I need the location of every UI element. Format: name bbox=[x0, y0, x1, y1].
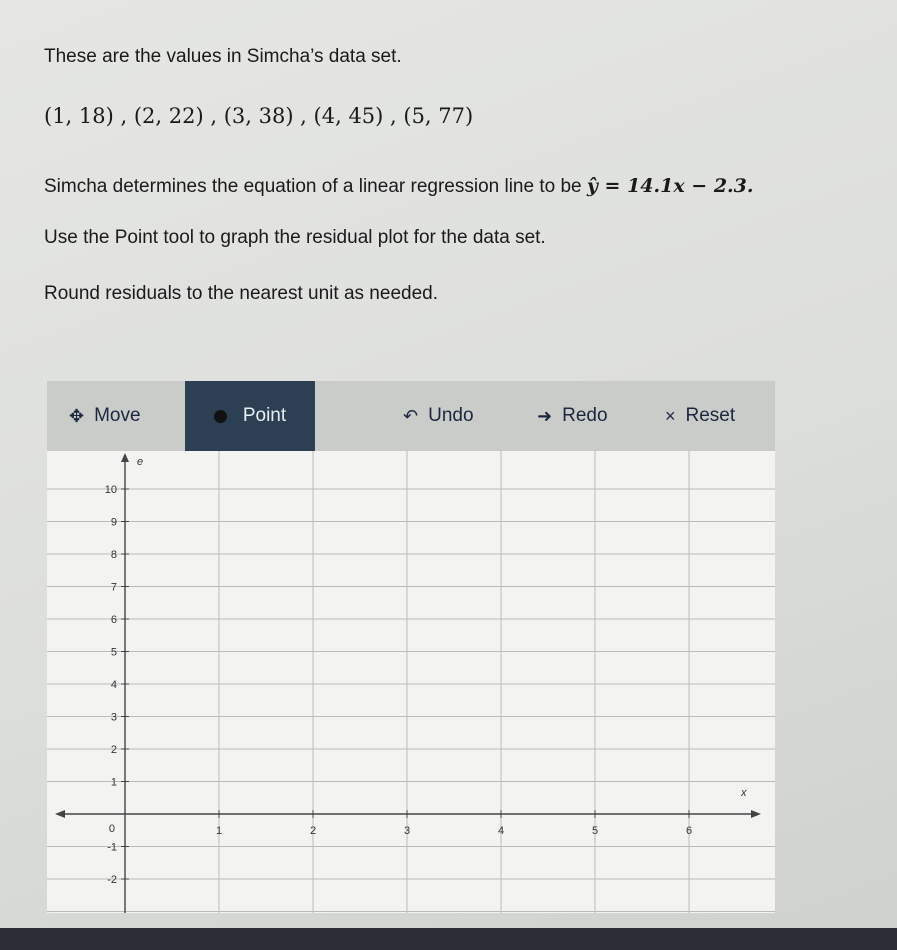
redo-arrow-icon: ➜ bbox=[537, 405, 553, 426]
residual-plot-grid[interactable] bbox=[47, 451, 775, 913]
reset-label: Reset bbox=[685, 405, 736, 426]
x-tick-label-1: 1 bbox=[215, 825, 223, 837]
y-tick-label--1: -1 bbox=[107, 841, 117, 854]
y-axis-label: e bbox=[137, 456, 144, 468]
regression-equation: ŷ = 14.1x − 2.3. bbox=[586, 175, 754, 197]
redo-label: Redo bbox=[562, 405, 608, 426]
point-label: Point bbox=[242, 405, 287, 426]
task-instruction: Use the Point tool to graph the residual plot for the data set. bbox=[44, 227, 546, 248]
graph-toolbar bbox=[47, 381, 775, 451]
point-dot-icon bbox=[214, 410, 227, 423]
redo-button[interactable] bbox=[537, 381, 608, 451]
y-tick-label-10: 10 bbox=[104, 484, 117, 496]
undo-arrow-icon: ↶ bbox=[403, 405, 419, 426]
graphing-tool bbox=[47, 381, 775, 913]
data-points: (1, 18) , (2, 22) , (3, 38) , (4, 45) , (5, 77) bbox=[44, 104, 474, 128]
x-axis-arrow-left bbox=[55, 810, 65, 818]
undo-label: Undo bbox=[428, 405, 474, 426]
y-tick-label-7: 7 bbox=[110, 581, 117, 594]
x-tick-label-2: 2 bbox=[309, 825, 317, 837]
close-icon: × bbox=[665, 405, 676, 426]
taskbar-edge bbox=[0, 928, 897, 950]
point-tool-button[interactable] bbox=[185, 381, 315, 451]
y-tick-label-1: 1 bbox=[110, 776, 117, 789]
x-axis-label: x bbox=[741, 787, 747, 799]
x-tick-label-6: 6 bbox=[685, 825, 693, 837]
x-tick-label-3: 3 bbox=[403, 825, 411, 837]
y-tick-label-3: 3 bbox=[110, 711, 117, 724]
y-tick-label--2: -2 bbox=[107, 874, 117, 886]
move-arrows-icon: ✥ bbox=[69, 405, 85, 426]
y-tick-label-6: 6 bbox=[110, 614, 117, 626]
grid-lines bbox=[47, 451, 775, 913]
x-tick-label-4: 4 bbox=[497, 825, 505, 837]
reset-button[interactable] bbox=[665, 381, 735, 451]
regression-statement bbox=[44, 175, 754, 198]
move-tool-button[interactable] bbox=[69, 381, 141, 451]
rounding-instruction: Round residuals to the nearest unit as needed. bbox=[44, 283, 438, 304]
tick-labels bbox=[105, 456, 747, 886]
move-label: Move bbox=[94, 405, 141, 426]
y-axis-arrow-up bbox=[121, 453, 129, 462]
x-axis-arrow-right bbox=[751, 810, 761, 818]
y-tick-label-9: 9 bbox=[110, 516, 117, 529]
x-tick-label-5: 5 bbox=[591, 825, 599, 837]
origin-label: 0 bbox=[108, 823, 115, 835]
y-tick-label-2: 2 bbox=[110, 744, 117, 756]
y-tick-label-8: 8 bbox=[110, 549, 117, 561]
undo-button[interactable] bbox=[403, 381, 474, 451]
y-tick-label-4: 4 bbox=[110, 679, 117, 691]
question-intro: These are the values in Simcha’s data set. bbox=[44, 46, 402, 67]
y-tick-label-5: 5 bbox=[110, 646, 117, 659]
regression-prefix: Simcha determines the equation of a linear regression line to be bbox=[44, 176, 582, 197]
